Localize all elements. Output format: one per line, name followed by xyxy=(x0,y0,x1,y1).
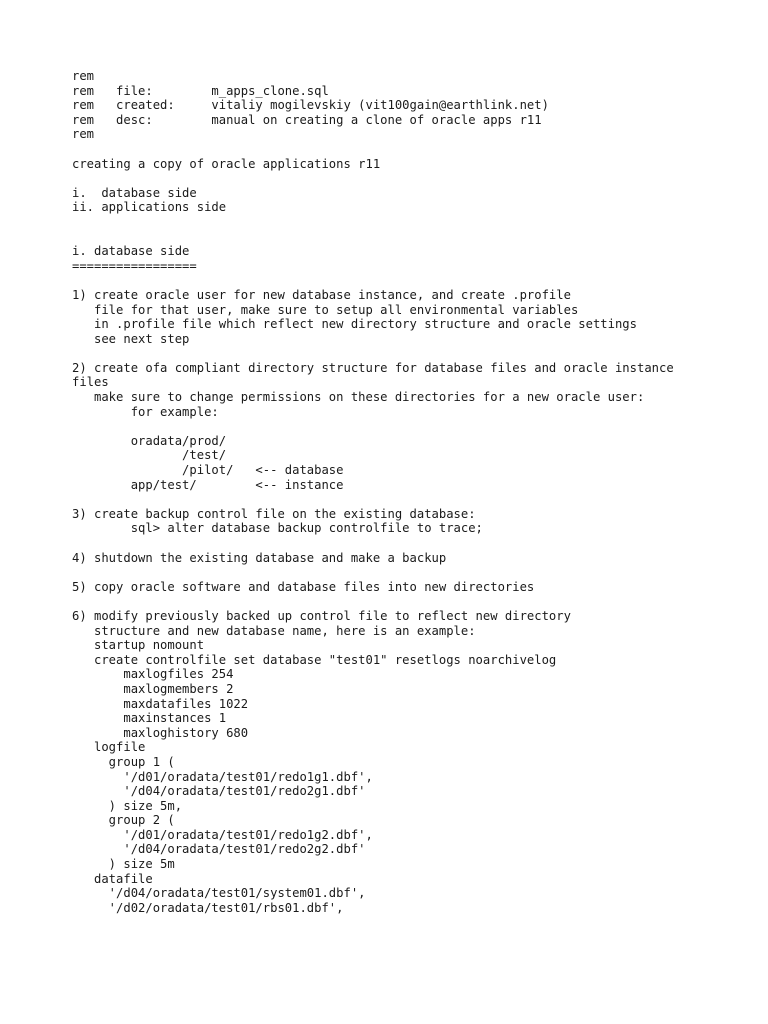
document-line xyxy=(72,142,762,157)
document-line: '/d04/oradata/test01/system01.dbf', xyxy=(72,886,366,901)
document-line xyxy=(72,230,762,245)
document-line xyxy=(72,419,762,434)
document-line: rem created: vitaliy mogilevskiy (vit100gain@earthlink.net) xyxy=(72,98,549,113)
document-line: 6) modify previously backed up control file to reflect new directory xyxy=(72,608,571,623)
document-line: rem file: m_apps_clone.sql xyxy=(72,83,329,98)
document-line: '/d02/oradata/test01/rbs01.dbf', xyxy=(72,900,344,915)
document-line: ) size 5m xyxy=(72,857,175,872)
document-line: in .profile file which reflect new directory structure and oracle settings xyxy=(72,317,637,332)
document-line: make sure to change permissions on these directories for a new oracle user: xyxy=(72,390,645,405)
document-line: /pilot/ <-- database xyxy=(72,463,344,478)
document-line: rem xyxy=(72,69,95,83)
document-line: file for that user, make sure to setup all environmental variables xyxy=(72,302,579,317)
document-line: '/d01/oradata/test01/redo1g2.dbf', xyxy=(72,827,373,842)
document-line: maxlogmembers 2 xyxy=(72,681,234,696)
document-line: for example: xyxy=(72,404,219,419)
document-line: 3) create backup control file on the existing database: xyxy=(72,506,476,521)
document-line: sql> alter database backup controlfile to trace; xyxy=(72,521,483,536)
document-line: group 2 ( xyxy=(72,813,175,828)
document-line xyxy=(72,346,762,361)
document-line: ================= xyxy=(72,258,197,273)
document-line: structure and new database name, here is an example: xyxy=(72,623,476,638)
document-line: '/d01/oradata/test01/redo1g1.dbf', xyxy=(72,769,373,784)
document-line: 1) create oracle user for new database instance, and create .profile xyxy=(72,287,571,302)
document-page xyxy=(72,69,762,915)
document-line xyxy=(72,565,762,580)
document-line xyxy=(72,492,762,507)
document-line: files xyxy=(72,375,109,390)
document-line: '/d04/oradata/test01/redo2g1.dbf' xyxy=(72,784,366,799)
document-line: /test/ xyxy=(72,448,227,463)
document-line: 5) copy oracle software and database files into new directories xyxy=(72,579,535,594)
document-line: creating a copy of oracle applications r11 xyxy=(72,156,381,171)
document-line: logfile xyxy=(72,740,146,755)
document-line xyxy=(72,171,762,186)
document-line: rem xyxy=(72,127,95,142)
document-line: maxlogfiles 254 xyxy=(72,667,234,682)
document-line: maxdatafiles 1022 xyxy=(72,696,249,711)
document-line xyxy=(72,594,762,609)
document-line: 4) shutdown the existing database and make a backup xyxy=(72,550,447,565)
document-line: rem desc: manual on creating a clone of oracle apps r11 xyxy=(72,112,542,127)
document-line: group 1 ( xyxy=(72,754,175,769)
document-line xyxy=(72,273,762,288)
document-line: 2) create ofa compliant directory structure for database files and oracle instance xyxy=(72,360,674,375)
document-line: startup nomount xyxy=(72,638,205,653)
document-line xyxy=(72,215,762,230)
document-line: maxinstances 1 xyxy=(72,711,227,726)
document-line: oradata/prod/ xyxy=(72,433,227,448)
document-line: '/d04/oradata/test01/redo2g2.dbf' xyxy=(72,842,366,857)
document-line: ) size 5m, xyxy=(72,798,183,813)
document-line: datafile xyxy=(72,871,153,886)
document-line: ii. applications side xyxy=(72,200,227,215)
document-line xyxy=(72,536,762,551)
document-line: create controlfile set database "test01" resetlogs noarchivelog xyxy=(72,652,557,667)
document-line: i. database side xyxy=(72,244,190,259)
document-line: see next step xyxy=(72,331,190,346)
document-line: i. database side xyxy=(72,185,197,200)
document-line: maxloghistory 680 xyxy=(72,725,249,740)
document-line: app/test/ <-- instance xyxy=(72,477,344,492)
